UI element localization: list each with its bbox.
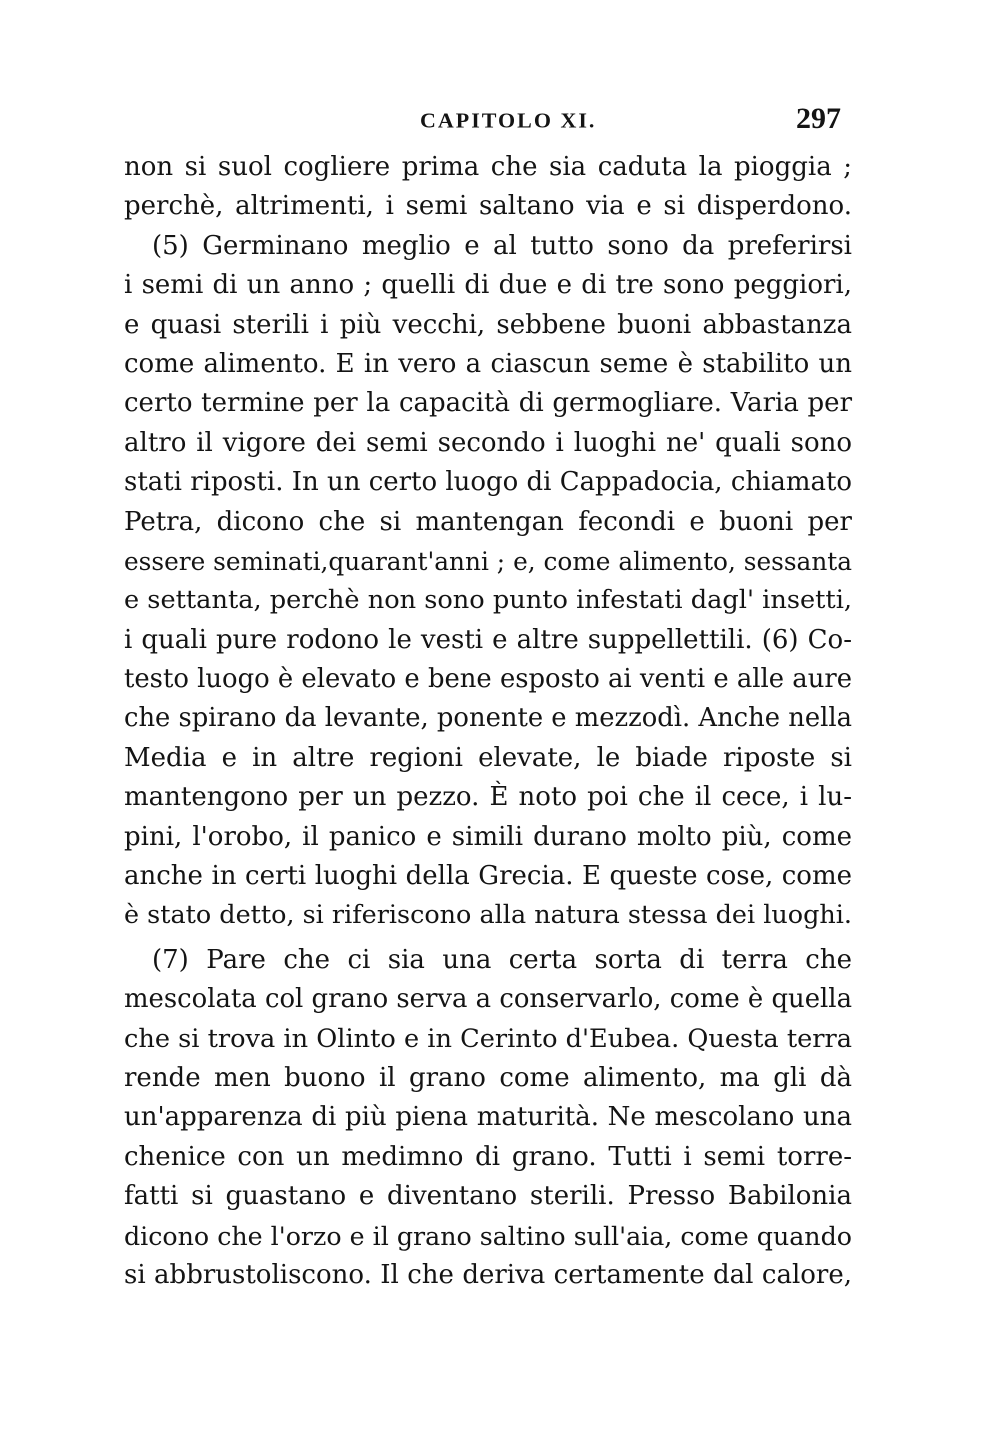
text-line: essere seminati,quarant'anni ; e, come alimento, sessanta bbox=[124, 546, 852, 576]
text-line: mescolata col grano serva a conservarlo, come è quella bbox=[124, 984, 852, 1015]
page-number: 297 bbox=[796, 102, 841, 135]
chapter-title: CAPITOLO XI. bbox=[420, 108, 597, 133]
body-text bbox=[124, 148, 852, 1295]
text-line: i semi di un anno ; quelli di due e di tre sono peggiori, bbox=[124, 270, 852, 301]
text-line: Media e in altre regioni elevate, le biade riposte si bbox=[124, 742, 852, 773]
text-line: chenice con un medimno di grano. Tutti i semi torre- bbox=[124, 1141, 852, 1172]
text-line: pini, l'orobo, il panico e simili durano molto più, come bbox=[124, 821, 852, 852]
text-line: non si suol cogliere prima che sia caduta la pioggia ; bbox=[124, 152, 852, 182]
text-line: fatti si guastano e diventano sterili. Presso Babilonia bbox=[124, 1181, 852, 1212]
running-head bbox=[0, 100, 1000, 140]
text-line: e quasi sterili i più vecchi, sebbene buoni abbastanza bbox=[124, 309, 852, 340]
text-line: mantengono per un pezzo. È noto poi che il cece, i lu- bbox=[124, 782, 852, 813]
text-line: rende men buono il grano come alimento, ma gli dà bbox=[124, 1062, 852, 1093]
text-line: dicono che l'orzo e il grano saltino sull'aia, come quando bbox=[124, 1221, 852, 1251]
text-line: un'apparenza di più piena maturità. Ne mescolano una bbox=[124, 1102, 852, 1133]
text-line: che si trova in Olinto e in Cerinto d'Eubea. Questa terra bbox=[124, 1023, 853, 1054]
text-line: si abbrustoliscono. Il che deriva certamente dal calore, bbox=[124, 1259, 852, 1290]
text-line: Petra, dicono che si mantengan fecondi e buoni per bbox=[124, 506, 852, 537]
text-line: (5) Germinano meglio e al tutto sono da preferirsi bbox=[152, 230, 852, 261]
text-line: certo termine per la capacità di germogliare. Varia per bbox=[124, 388, 852, 419]
text-line: come alimento. E in vero a ciascun seme è stabilito un bbox=[124, 348, 852, 379]
text-line: anche in certi luoghi della Grecia. E queste cose, come bbox=[124, 861, 852, 892]
text-line: perchè, altrimenti, i semi saltano via e si disperdono. bbox=[124, 191, 852, 222]
text-line: è stato detto, si riferiscono alla natura stessa dei luoghi. bbox=[124, 900, 852, 931]
text-line: testo luogo è elevato e bene esposto ai venti e alle aure bbox=[124, 664, 852, 695]
text-line: stati riposti. In un certo luogo di Cappadocia, chiamato bbox=[124, 467, 852, 498]
text-line: i quali pure rodono le vesti e altre suppellettili. (6) Co- bbox=[124, 624, 852, 655]
text-line: (7) Pare che ci sia una certa sorta di terra che bbox=[152, 944, 852, 975]
text-line: altro il vigore dei semi secondo i luoghi ne' quali sono bbox=[124, 427, 852, 458]
text-line: e settanta, perchè non sono punto infestati dagl' insetti, bbox=[124, 585, 853, 616]
text-line: che spirano da levante, ponente e mezzodì. Anche nella bbox=[124, 703, 852, 734]
